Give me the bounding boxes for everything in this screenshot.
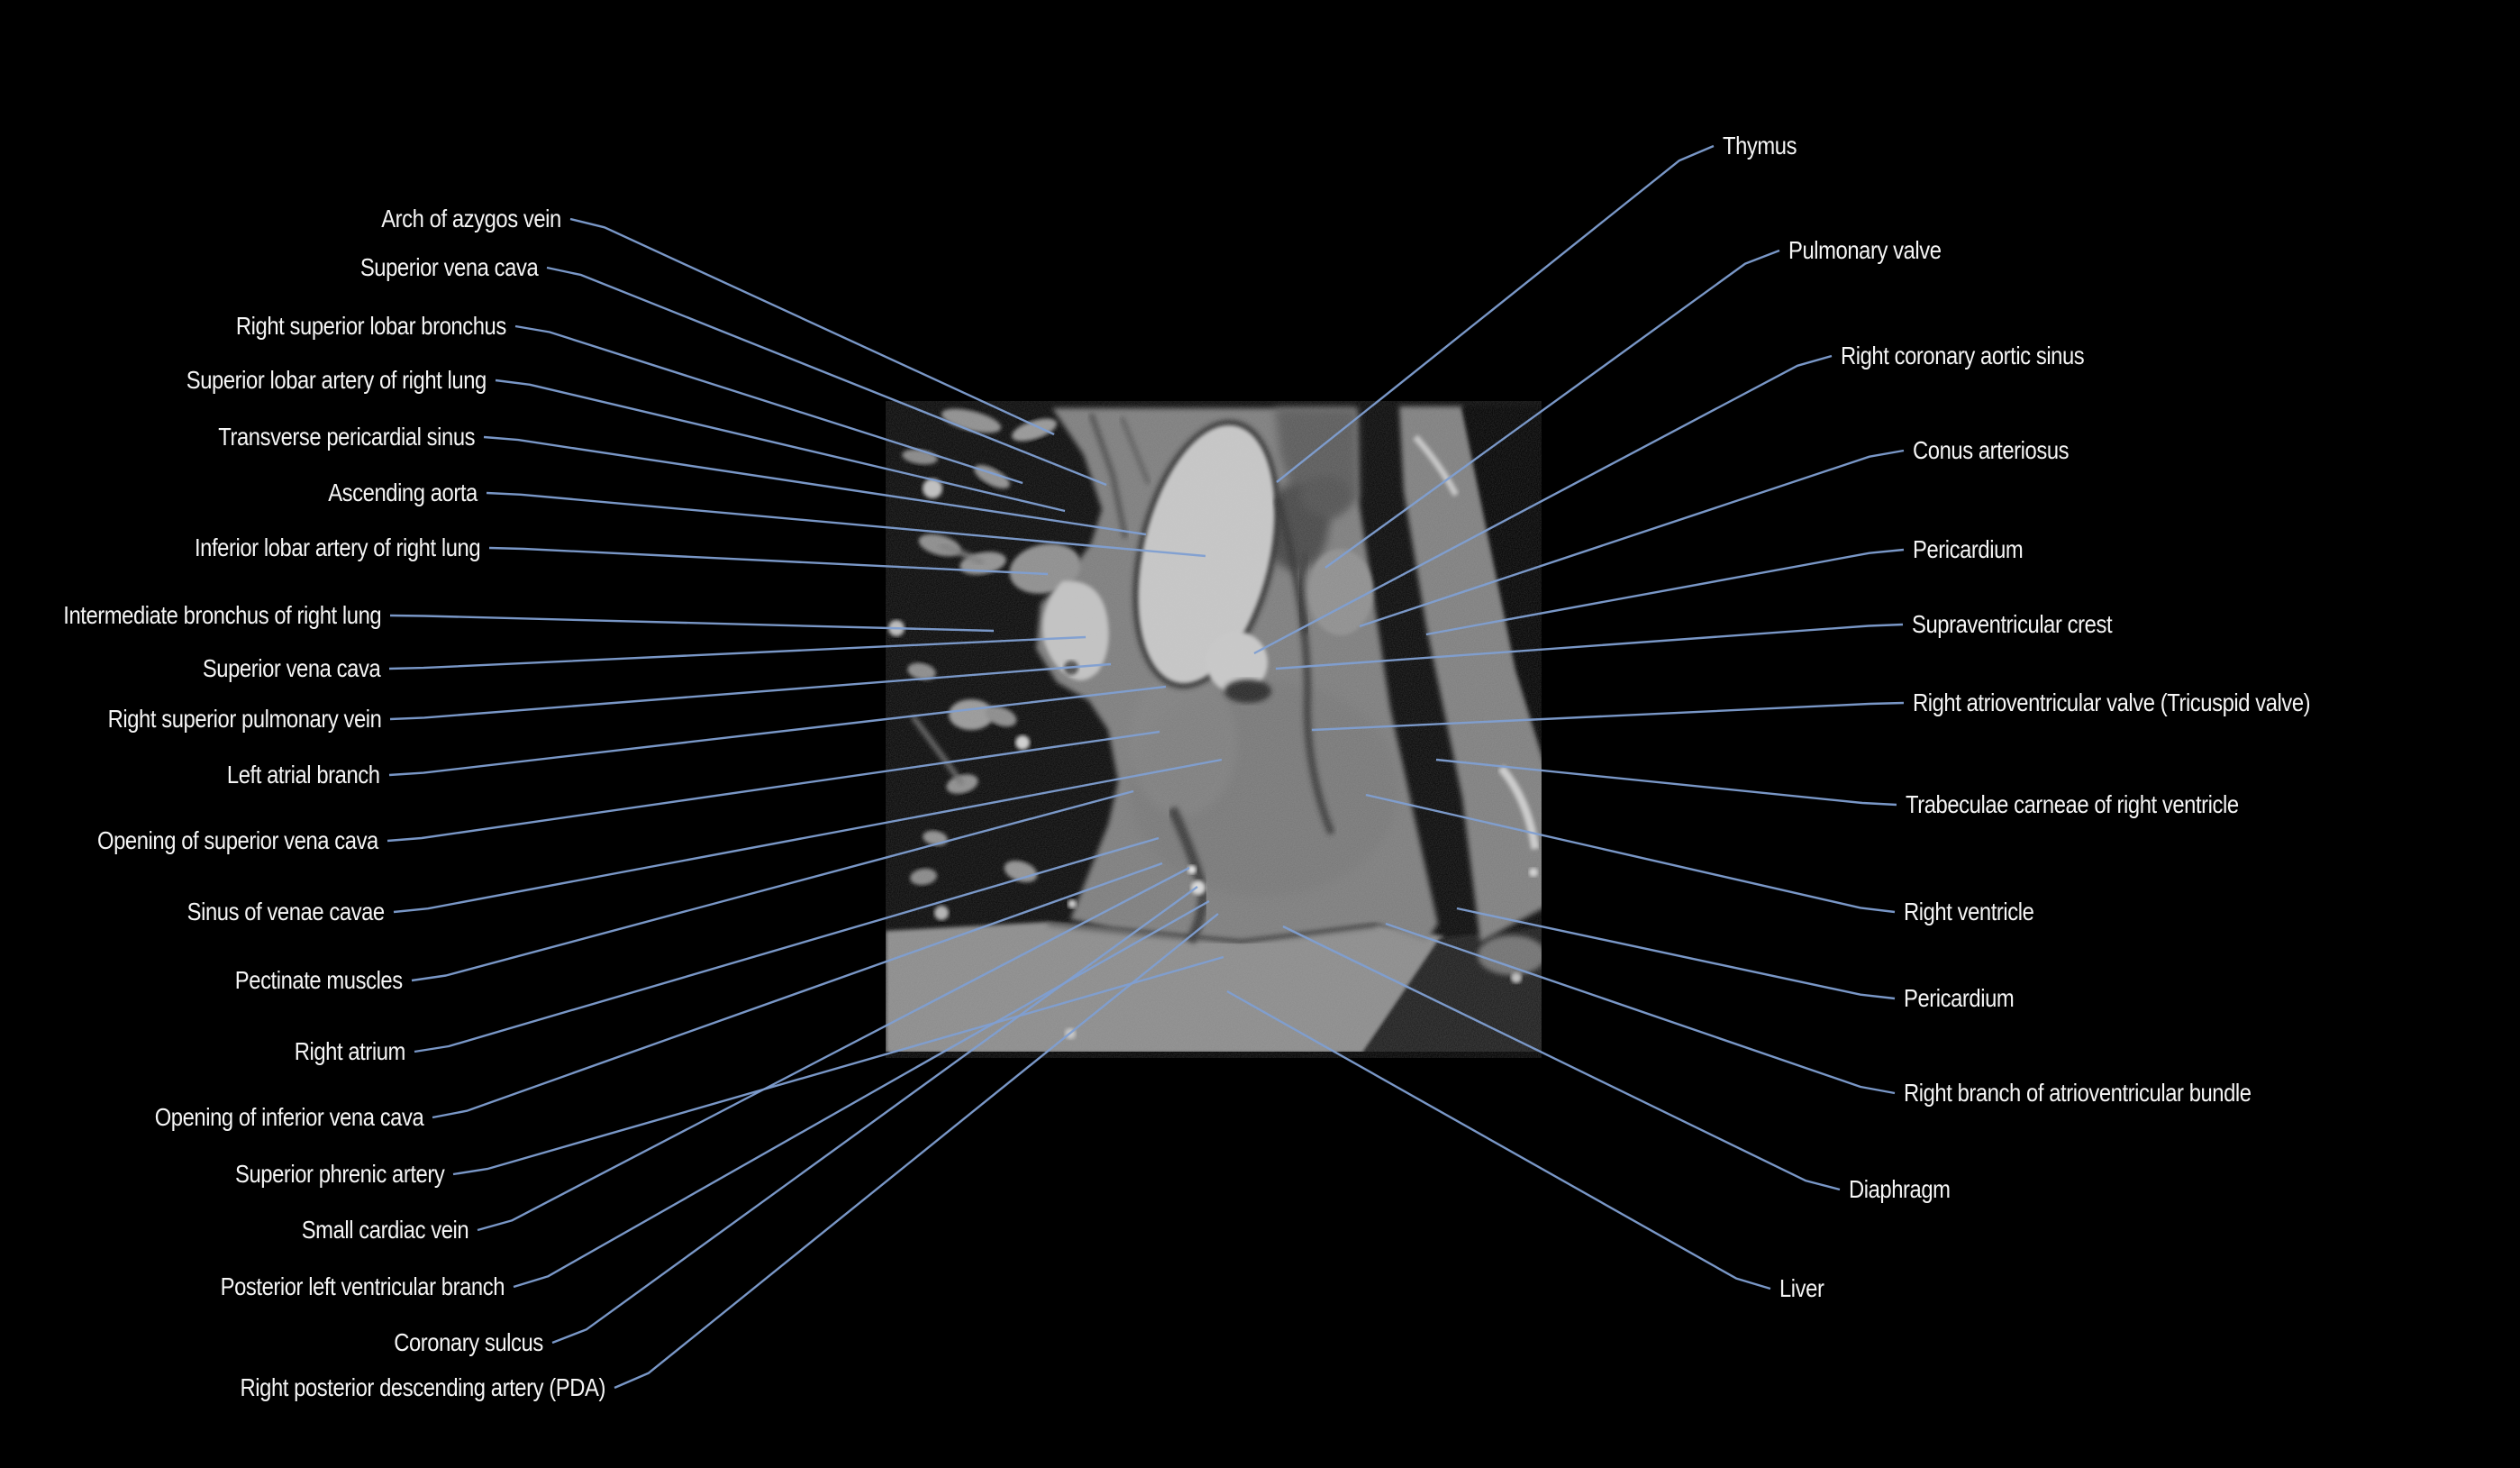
leader-line xyxy=(389,687,1166,775)
anatomy-label: Transverse pericardial sinus xyxy=(218,423,475,451)
leader-line xyxy=(414,838,1159,1052)
anatomy-label: Right atrioventricular valve (Tricuspid valve) xyxy=(1913,688,2311,716)
leader-line xyxy=(547,268,1106,485)
anatomy-label: Right ventricle xyxy=(1904,898,2034,925)
leader-line xyxy=(489,548,1048,574)
anatomy-label: Right superior pulmonary vein xyxy=(107,705,381,733)
anatomy-label: Trabeculae carneae of right ventricle xyxy=(1906,790,2239,818)
anatomy-label: Diaphragm xyxy=(1849,1175,1951,1203)
leader-line xyxy=(1312,703,1904,730)
anatomy-label: Superior lobar artery of right lung xyxy=(186,366,487,394)
anatomy-label: Small cardiac vein xyxy=(301,1216,469,1244)
anatomy-label: Arch of azygos vein xyxy=(381,205,561,233)
anatomy-label: Conus arteriosus xyxy=(1913,436,2070,464)
anatomy-label: Intermediate bronchus of right lung xyxy=(63,601,381,629)
leader-line xyxy=(1457,908,1895,998)
anatomy-label: Supraventricular crest xyxy=(1912,610,2113,638)
leader-line xyxy=(1366,795,1895,912)
anatomy-label: Left atrial branch xyxy=(227,761,380,789)
anatomy-label: Right atrium xyxy=(294,1037,405,1065)
anatomy-label: Right branch of atrioventricular bundle xyxy=(1904,1079,2252,1107)
leader-line xyxy=(1360,451,1904,626)
anatomy-label: Pulmonary valve xyxy=(1788,236,1942,264)
leader-line xyxy=(1426,550,1904,634)
leader-line xyxy=(478,868,1189,1230)
leader-line xyxy=(1386,924,1895,1093)
anatomy-label: Opening of superior vena cava xyxy=(97,826,378,854)
leader-line xyxy=(1276,625,1903,669)
leader-line xyxy=(1254,356,1832,653)
anatomy-label: Liver xyxy=(1779,1274,1824,1302)
leader-line xyxy=(389,637,1086,669)
anatomy-label: Right superior lobar bronchus xyxy=(236,312,506,340)
anatomy-label: Pericardium xyxy=(1904,984,2015,1012)
leader-line xyxy=(1283,926,1840,1190)
anatomy-label: Right coronary aortic sinus xyxy=(1841,342,2085,369)
leader-line xyxy=(552,887,1197,1343)
anatomy-label: Coronary sulcus xyxy=(394,1328,543,1356)
leader-line xyxy=(487,493,1205,556)
leader-line xyxy=(514,901,1209,1287)
leader-line xyxy=(1227,991,1770,1289)
anatomy-label: Ascending aorta xyxy=(328,479,478,506)
anatomy-label: Sinus of venae cavae xyxy=(186,898,385,925)
anatomy-label: Inferior lobar artery of right lung xyxy=(194,533,480,561)
anatomy-label: Pericardium xyxy=(1913,535,2024,563)
leader-line xyxy=(390,615,994,631)
anatomy-label: Superior vena cava xyxy=(202,654,380,682)
leader-line xyxy=(1277,146,1714,482)
leader-line xyxy=(1436,760,1897,805)
anatomy-label: Opening of inferior vena cava xyxy=(154,1103,423,1131)
anatomy-label: Right posterior descending artery (PDA) xyxy=(240,1373,605,1401)
anatomy-label: Superior vena cava xyxy=(359,253,538,281)
anatomy-label: Posterior left ventricular branch xyxy=(220,1272,505,1300)
leader-line xyxy=(570,219,1054,434)
leader-line xyxy=(1325,251,1779,568)
anatomy-label: Pectinate muscles xyxy=(235,966,403,994)
anatomy-label: Thymus xyxy=(1723,132,1797,160)
leader-line xyxy=(390,664,1111,719)
anatomy-label: Superior phrenic artery xyxy=(234,1160,444,1188)
leader-line xyxy=(453,957,1224,1174)
leader-line xyxy=(387,732,1160,841)
